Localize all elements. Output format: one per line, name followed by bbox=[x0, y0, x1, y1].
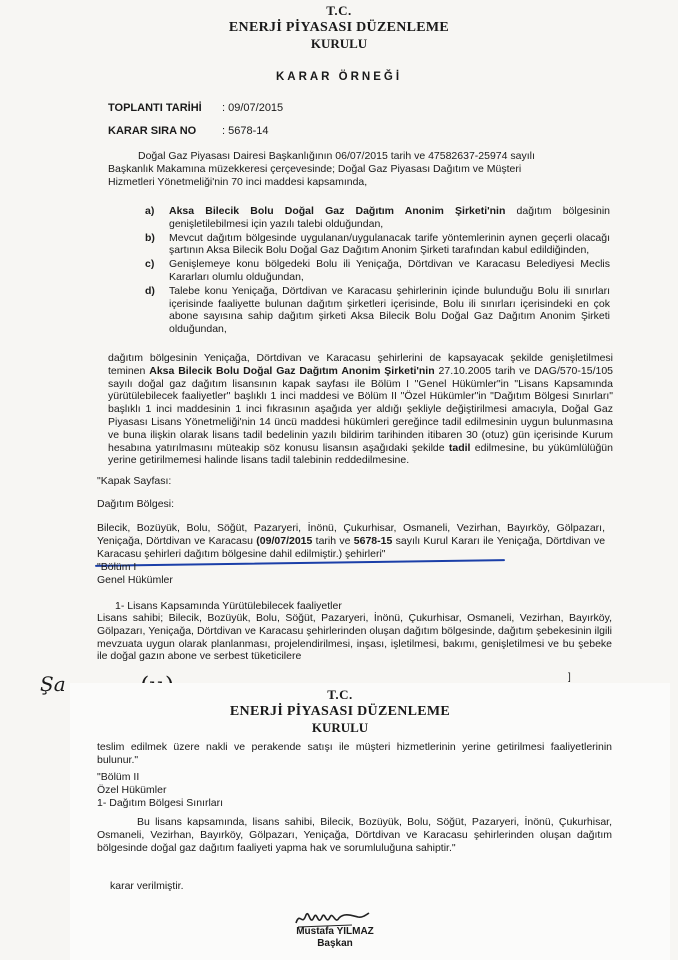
region-mid: tarih ve bbox=[315, 534, 351, 547]
section2-title-2: Özel Hükümler bbox=[97, 783, 167, 796]
condition-a bbox=[145, 205, 610, 231]
decision-company: Aksa Bilecik Bolu Doğal Gaz Dağıtım Anonim Şirketi'nin bbox=[149, 364, 435, 377]
signatory-block bbox=[290, 926, 380, 950]
institution-header bbox=[0, 3, 678, 52]
intro-line-1: Doğal Gaz Piyasası Dairesi Başkanlığının 06/07/2015 tarih ve 47582637-25974 sayılı bbox=[138, 150, 535, 162]
condition-company: Aksa Bilecik Bolu Doğal Gaz Dağıtım Anonim Şirketi'nin bbox=[169, 205, 506, 217]
meeting-date-label: TOPLANTI TARİHİ bbox=[108, 102, 202, 114]
intro-line-3: Hizmetleri Yönetmeliği'nin 70 inci maddesi kapsamında, bbox=[108, 175, 368, 188]
decision-text-3: edilmesine, bu yükümlülüğün yerine getirilmemesi halinde lisans tadil talebinin reddedilmesine. bbox=[108, 441, 613, 467]
decision-tadil: tadil bbox=[448, 441, 471, 454]
condition-c bbox=[145, 258, 610, 284]
region-date: (09/07/2015 bbox=[256, 534, 313, 547]
condition-text: Mevcut dağıtım bölgesinde uygulanan/uygulanacak tarife yöntemlerinin aynen geçerli olacağı şartının Aksa Bilecik Bolu Doğal Gaz Dağıtım Anonim Şirketi tarafından kabul edildiğinden, bbox=[169, 231, 610, 257]
page2-header-line-1: T.C. bbox=[327, 687, 353, 702]
signatory-name: Mustafa YILMAZ bbox=[296, 926, 374, 937]
header-line-2: ENERJİ PİYASASI DÜZENLEME bbox=[228, 19, 450, 35]
page-2 bbox=[70, 683, 670, 960]
doc-title: KARAR ÖRNEĞİ bbox=[275, 71, 403, 83]
section1-title-1: "Bölüm I bbox=[97, 561, 137, 573]
page2-header-line-2: ENERJİ PİYASASI DÜZENLEME bbox=[229, 703, 451, 719]
condition-text: dağıtım bölgesinin genişletilebilmesi için yazılı talebi olduğundan, bbox=[169, 205, 610, 230]
section1-title-2: Genel Hükümler bbox=[97, 573, 173, 586]
condition-d bbox=[145, 285, 610, 336]
closing-text: karar verilmiştir. bbox=[110, 880, 184, 892]
initials-mark: Şa bbox=[40, 672, 66, 696]
decision-no-value: : 5678-14 bbox=[222, 125, 269, 137]
meeting-date-value: : 09/07/2015 bbox=[222, 102, 284, 114]
decision-no-label: KARAR SIRA NO bbox=[108, 125, 197, 137]
intro-line-2: Başkanlık Makamına müzekkeresi çerçevesinde; Doğal Gaz Piyasası Dağıtım ve Müşteri bbox=[108, 162, 522, 175]
condition-text: Genişlemeye konu bölgedeki Bolu ili Yeniçağa, Dörtdivan ve Karacasu Belediyesi Meclis Kararları olumlu olduğundan, bbox=[169, 258, 610, 283]
intro-paragraph bbox=[108, 150, 613, 188]
section2-title bbox=[97, 771, 223, 809]
section2-text: Bu lisans kapsamında, lisans sahibi, Bilecik, Bozüyük, Bolu, Söğüt, Pazaryeri, İnönü, Çukurhisar, Osmaneli, Vezirhan, Bayırköy, Gölpazarı, Yeniçağa, Dörtdivan ve Karacasu şehirlerinden oluşan dağıtım bölgesinde doğal gaz dağıtım faaliyeti yapma hak ve sorumluluğuna sahiptir." bbox=[97, 816, 612, 854]
condition-b bbox=[145, 232, 610, 258]
section1-text: Lisans sahibi; Bilecik, Bozüyük, Bolu, Söğüt, Pazaryeri, İnönü, Çukurhisar, Osmaneli, Vezirhan, Bayırköy, Gölpazarı, Yeniçağa, Dörtdivan ve Karacasu şehirlerinden oluşan dağıtım bölgesinde, dağıtım şebekesinin ilgili mevzuata uygun olarak planlanması, projelendirilmesi, inşası, işletilmesi, bakımı, genişletilmesi ve bu şebeke ile doğal gazın abone ve serbest tüketicilere bbox=[97, 612, 612, 663]
page2-header-line-3: KURULU bbox=[311, 719, 369, 735]
continuation-text: teslim edilmek üzere nakli ve perakende satışı ile müşteri hizmetlerinin yerine getirilmesi faaliyetlerinin bulunur." bbox=[97, 741, 612, 766]
region-decision-no: 5678-15 bbox=[353, 534, 393, 547]
region-end: sayılı Kurul Kararı ile Yeniçağa, Dörtdivan ve Karacasu şehirleri dağıtım bölgesine dahil edilmiştir.) şehirleri" bbox=[97, 534, 606, 560]
region-text: Bilecik, Bozüyük, Bolu, Söğüt, Pazaryeri, İnönü, Çukurhisar, Osmaneli, Vezirhan, Bayırköy, Gölpazarı, Yeniçağa, Dörtdivan ve Karacasu bbox=[97, 522, 605, 547]
section2-title-1: "Bölüm II bbox=[97, 771, 140, 783]
section1-subtitle: 1- Lisans Kapsamında Yürütülebilecek faaliyetler bbox=[115, 600, 342, 612]
condition-text: Talebe konu Yeniçağa, Dörtdivan ve Karacasu şehirlerinin içinde bulunduğu Bolu ili sınırları içerisinde faaliyette bulunan dağıtım şirketleri içerisinde, Bolu ili sınırları içerisindeki en çok abone sayısına sahip dağıtım şirketi Aksa Bilecik Bolu Doğal Gaz Dağıtım Anonim Şirketi olduğundan, bbox=[169, 284, 610, 336]
signatory-title: Başkan bbox=[317, 938, 353, 950]
bracket-mark: ] bbox=[568, 672, 571, 683]
condition-list bbox=[145, 205, 610, 336]
cover-label: "Kapak Sayfası: bbox=[97, 475, 172, 487]
section1-title bbox=[97, 561, 173, 587]
decision-text-1: dağıtım bölgesinin Yeniçağa, Dörtdivan ve Karacasu şehirlerini de kapsayacak şekilde genişletilmesi teminen bbox=[108, 352, 613, 377]
decision-text-2: 27.10.2005 tarih ve DAG/570-15/105 sayılı doğal gaz dağıtım lisansının kapak sayfası ile Bölüm I "Genel Hükümler"in "Lisans Kapsamında yürütülebilecek faaliyetler" başlıklı 1 inci maddesi ve Bölüm II "Özel Hükümler"in "Dağıtım Bölgesi Sınırları" başlıklı 1 inci maddesinin 1 inci fıkrasının aşağıda yer aldığı şekliyle değiştirilmesi amacıyla, Doğal Gaz Piyasası Lisans Yönetmeliği'nin 14 üncü maddesi hükümleri gereğince tadil edilmesinin uygun bulunmasına ve buna ilişkin olarak lisans tadil bedelinin yazılı bildirim tarihinden itibaren 30 (otuz) gün içerisinde Kurum hesabına yatırılmasını müteakip söz konusu lisansın aşağıdaki şekilde bbox=[108, 364, 614, 454]
header-line-1: T.C. bbox=[326, 3, 352, 18]
region-paragraph bbox=[97, 522, 605, 560]
header-line-3: KURULU bbox=[310, 35, 368, 51]
page2-header bbox=[70, 687, 610, 736]
section2-subtitle: 1- Dağıtım Bölgesi Sınırları bbox=[97, 796, 224, 809]
decision-paragraph bbox=[108, 352, 613, 467]
condition-key: c) bbox=[145, 258, 155, 271]
region-label: Dağıtım Bölgesi: bbox=[97, 498, 175, 510]
condition-key: b) bbox=[145, 231, 155, 244]
condition-key: d) bbox=[145, 284, 155, 297]
condition-key: a) bbox=[145, 205, 155, 217]
